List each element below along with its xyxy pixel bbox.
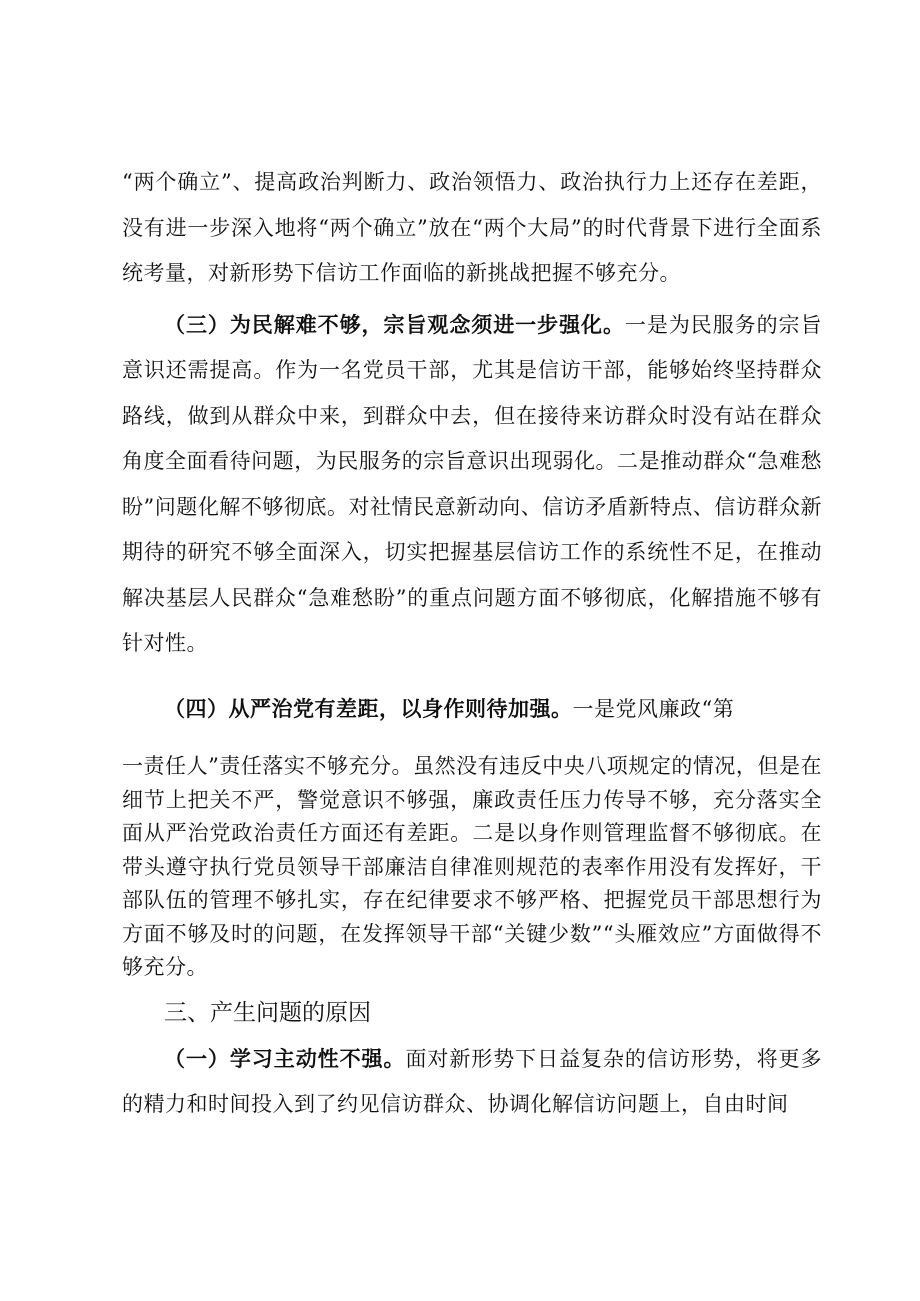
- section-4-rest: 一责任人”责任落实不够充分。虽然没有违反中央八项规定的情况，但是在细节上把关不严，警觉意识不够强，廉政责任压力传导不够，充分落实全面从严治党政治责任方面还有差距。二是以身作则管理监督不够彻底。在带头遵守执行党员领导干部廉洁自律准则规范的表率作用没有发挥好，干部队伍的管理不够扎实，存在纪律要求不够严格、把握党员干部思想行为方面不够及时的问题，在发挥领导干部“关键少数”“头雁效应”方面做得不够充分。: [122, 754, 822, 979]
- section-4-first-line: [122, 687, 822, 733]
- section-3-lead: （三）为民解难不够，宗旨观念须进一步强化。: [164, 312, 625, 337]
- paragraph-section-3: [122, 303, 822, 667]
- section-4-lead: （四）从严治党有差距，以身作则待加强。: [164, 696, 573, 721]
- section-4-first-text: 一是党风廉政“第: [572, 696, 735, 721]
- section-heading: 三、产生问题的原因: [164, 999, 371, 1026]
- cause-1-lead: （一）学习主动性不强。: [164, 1046, 406, 1071]
- paragraph-1: “两个确立”、提高政治判断力、政治领悟力、政治执行力上还存在差距，没有进一步深入地将“两个确立”放在“两个大局”的时代背景下进行全面系统考量，对新形势下信访工作面临的新挑战把握不够充分。: [122, 170, 822, 285]
- section-3-text: 一是为民服务的宗旨意识还需提高。作为一名党员干部，尤其是信访干部，能够始终坚持群众路线，做到从群众中来，到群众中去，但在接待来访群众时没有站在群众角度全面看待问题，为民服务的宗旨意识出现弱化。二是推动群众“急难愁盼”问题化解不够彻底。对社情民意新动向、信访矛盾新特点、信访群众新期待的研究不够全面深入，切实把握基层信访工作的系统性不足，在推动解决基层人民群众“急难愁盼”的重点问题方面不够彻底，化解措施不够有针对性。: [122, 312, 823, 655]
- cause-1-text: 面对新形势下日益复杂的信访形势，将更多的精力和时间投入到了约见信访群众、协调化解信访问题上，自由时间: [122, 1046, 823, 1116]
- paragraph-section-4: [122, 687, 822, 985]
- paragraph-cause-1: [122, 1037, 822, 1128]
- document-page: [122, 160, 822, 1128]
